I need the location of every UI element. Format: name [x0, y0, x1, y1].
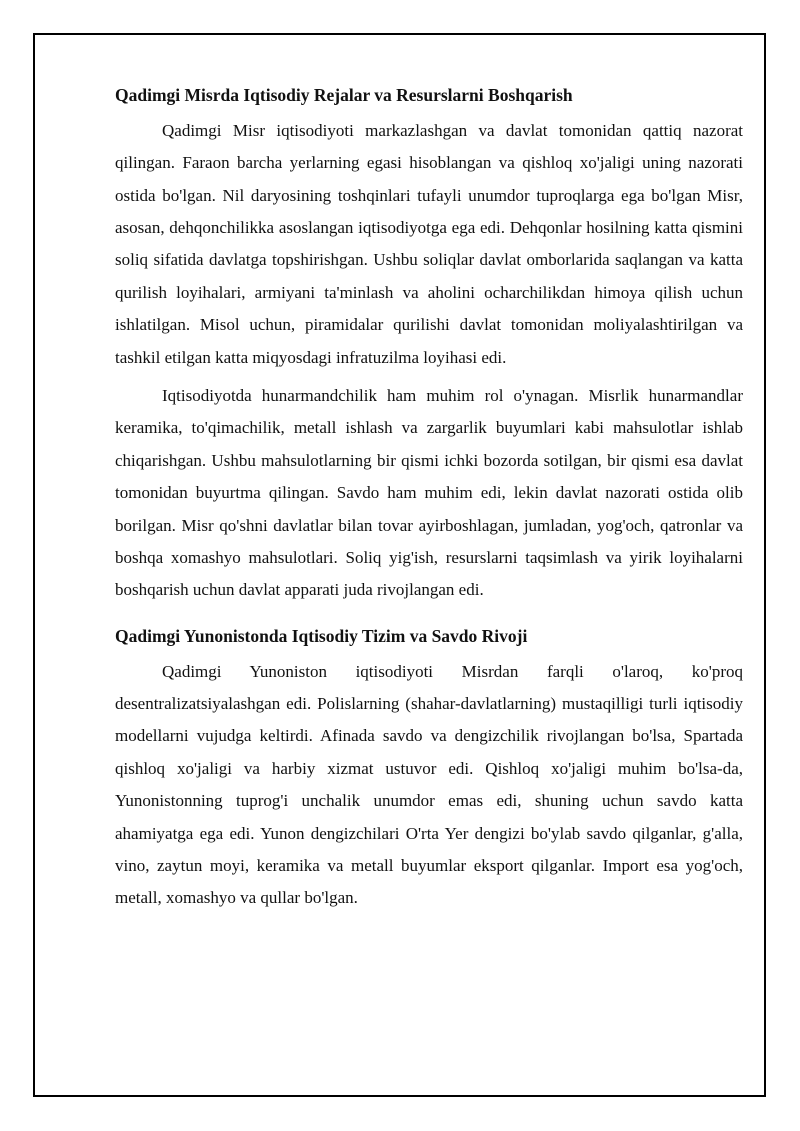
section-heading-greece: Qadimgi Yunonistonda Iqtisodiy Tizim va Savdo Rivoji: [115, 625, 528, 646]
paragraph-egypt-crafts: Iqtisodiyotda hunarmandchilik ham muhim rol o'ynagan. Misrlik hunarmandlar keramika, to'qimachilik, metall ishlash va zargarlik buyumlari kabi mahsulotlar ishlab chiqarishgan. Ushbu mahsulotlarning bir qismi ichki bozorda sotilgan, bir qismi esa davlat tomonidan buyurtma qilingan. Savdo ham muhim edi, lekin davlat nazorati ostida olib borilgan. Misr qo'shni davlatlar bilan tovar ayirboshlagan, jumladan, yog'och, qatronlar va boshqa xomashyo mahsulotlari. Soliq yig'ish, resurslarni taqsimlash va yirik loyihalarni boshqarish uchun davlat apparati juda rivojlangan edi.: [115, 386, 743, 600]
section-heading-egypt: Qadimgi Misrda Iqtisodiy Rejalar va Resurslarni Boshqarish: [115, 85, 573, 105]
paragraph-egypt-economy: Qadimgi Misr iqtisodiyoti markazlashgan va davlat tomonidan qattiq nazorat qilingan. Faraon barcha yerlarning egasi hisoblangan va qishloq xo'jaligi uning nazorati ostida bo'lgan. Nil daryosining toshqinlari tufayli unumdor tuproqlarga ega bo'lgan Misr, asosan, dehqonchilikka asoslangan iqtisodiyotga ega edi. Dehqonlar hosilning katta qismini soliq sifatida davlatga topshirishgan. Ushbu soliqlar davlat omborlarida saqlangan va katta qurilish loyihalari, armiyani ta'minlash va aholini ocharchilikdan himoya qilish uchun ishlatilgan. Misol uchun, piramidalar qurilishi davlat tomonidan moliyalashtirilgan va tashkil etilgan katta miqyosdagi infratuzilma loyihasi edi.: [115, 120, 743, 367]
document-body: [115, 84, 743, 921]
paragraph-greece-economy: Qadimgi Yunoniston iqtisodiyoti Misrdan farqli o'laroq, ko'proq desentralizatsiyalashgan edi. Polislarning (shahar-davlatlarning) mustaqilligi turli iqtisodiy modellarni vujudga keltirdi. Afinada savdo va dengizchilik rivojlangan bo'lsa, Spartada qishloq xo'jaligi va harbiy xizmat ustuvor edi. Qishloq xo'jaligi muhim bo'lsa-da, Yunonistonning tuprog'i unchalik unumdor emas edi, shuning uchun savdo katta ahamiyatga ega edi. Yunon dengizchilari O'rta Yer dengizi bo'ylab savdo qilganlar, g'alla, vino, zaytun moyi, keramika va metall buyumlar eksport qilganlar. Import esa yog'och, metall, xomashyo va qullar bo'lgan.: [115, 661, 743, 908]
